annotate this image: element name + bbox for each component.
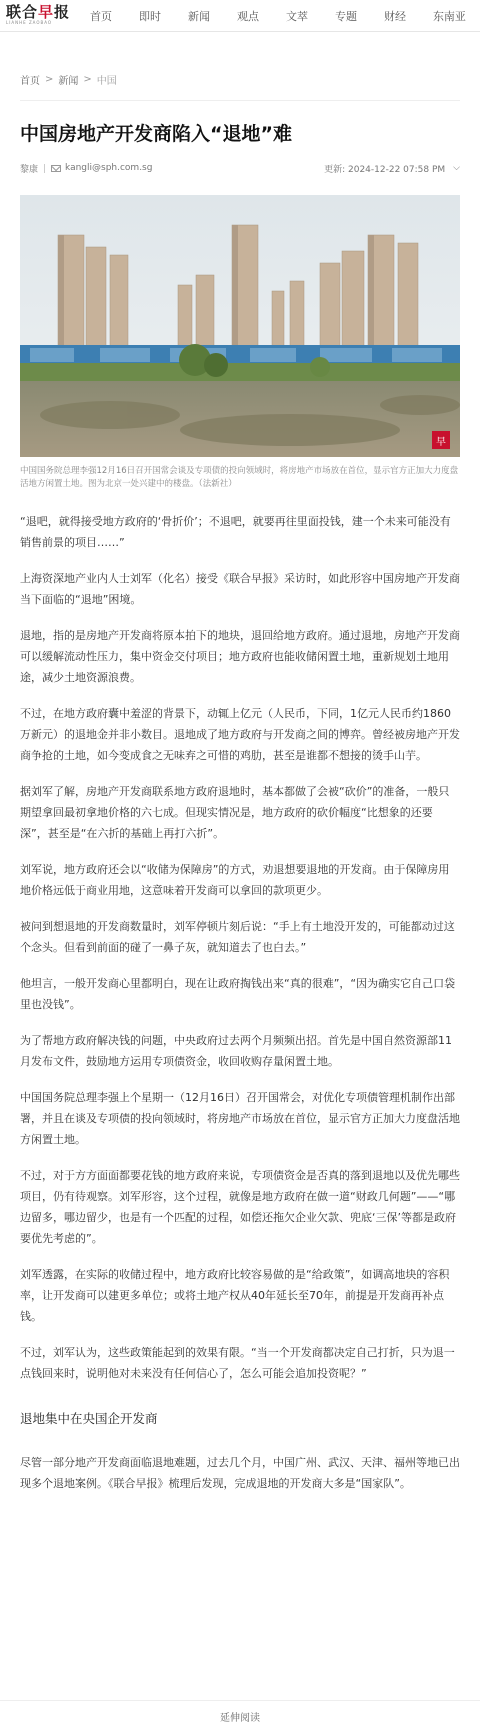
logo-subtext: LIANHE ZAOBAO: [6, 20, 53, 25]
article-image: [20, 195, 460, 457]
article-body: [20, 511, 460, 1384]
nav-opinion[interactable]: 观点: [237, 9, 259, 23]
paragraph: 退地，指的是房地产开发商将原本拍下的地块，退回给地方政府。通过退地，房地产开发商可以缓解流动性压力，集中资金交付项目；地方政府也能收储闲置土地，重新规划土地用途，减少土地资源浪费。: [20, 629, 460, 684]
paragraph: 据刘军了解，房地产开发商联系地方政府退地时，基本都做了会被“砍价”的准备，一般只期望拿回最初拿地价格的六七成。但现实情况是，地方政府的砍价幅度“比想象的还要深”，甚至是“在六折的基础上再打六折”。: [20, 785, 450, 840]
nav-home[interactable]: 首页: [90, 9, 113, 23]
paragraph: 上海资深地产业内人士刘军（化名）接受《联合早报》采访时，如此形容中国房地产开发商当下面临的“退地”困境。: [20, 572, 460, 606]
nav-sea[interactable]: 东南亚: [432, 9, 466, 23]
nav-realtime[interactable]: 即时: [139, 9, 162, 23]
paragraph: “退吧，就得接受地方政府的‘骨折价’；不退吧，就要再往里面投钱，建一个未来可能没有销售前景的项目……”: [20, 515, 451, 549]
article-title: 中国房地产开发商陷入“退地”难: [20, 123, 292, 145]
mail-icon: [51, 165, 61, 172]
breadcrumb-divider: [20, 100, 460, 101]
article-body-continued: [20, 1452, 460, 1494]
paragraph: 中国国务院总理李强上个星期一（12月16日）召开国常会，对优化专项债管理机制作出部署，并且在谈及专项债的投向领域时，将房地产市场放在首位，显示官方正加大力度盘活地方闲置土地。: [20, 1091, 460, 1146]
update-time: 更新: 2024-12-22 07:58 PM: [324, 164, 446, 175]
paragraph: 被问到想退地的开发商数量时，刘军停顿片刻后说：“手上有土地没开发的，可能都动过这个念头。但看到前面的碰了一鼻子灰，就知道去了也白去。”: [20, 920, 455, 954]
breadcrumb-news[interactable]: 新闻: [58, 75, 79, 87]
paragraph: 不过，在地方政府囊中羞涩的背景下，动辄上亿元（人民币，下同，1亿元人民币约1860万新元）的退地金并非小数目。退地成了地方政府与开发商之间的博弈。曾经被房地产开发商争抢的土地，如今变成食之无味弃之可惜的鸡肋，甚至是谁都不想接的烫手山芋。: [20, 707, 460, 762]
nav-special[interactable]: 专题: [334, 9, 357, 23]
chevron-down-icon[interactable]: ⌵: [453, 163, 460, 173]
article-meta: [20, 161, 460, 175]
paragraph: 不过，刘军认为，这些政策能起到的效果有限。“当一个开发商都决定自己打折，只为退一点钱回来时，说明他对未来没有任何信心了，怎么可能会追加投资呢？”: [20, 1346, 455, 1380]
paragraph: 为了帮地方政府解决钱的问题，中央政府过去两个月频频出招。首先是中国自然资源部11月发布文件，鼓励地方运用专项债资金，收回收购存量闲置土地。: [20, 1034, 452, 1068]
top-navbar: [0, 0, 480, 32]
paragraph: 他坦言，一般开发商心里都明白，现在让政府掏钱出来“真的很难”，“因为确实它自己口袋里也没钱”。: [20, 977, 456, 1011]
main-nav: [90, 8, 474, 24]
breadcrumb-current: 中国: [96, 75, 117, 87]
nav-news[interactable]: 新闻: [188, 9, 211, 23]
image-caption: 中国国务院总理李强12月16日召开国常会谈及专项债的投向领域时，将房地产市场放在首位，显示官方正加大力度盘活地方闲置土地。图为北京一处兴建中的楼盘。（法新社）: [20, 466, 459, 489]
section-subheading: 退地集中在央国企开发商: [20, 1411, 158, 1426]
zaobao-badge-icon: 早: [432, 431, 450, 449]
nav-digest[interactable]: 文萃: [285, 9, 308, 23]
nav-finance[interactable]: 财经: [383, 9, 406, 23]
breadcrumb-separator: >: [45, 73, 54, 85]
logo-text: 联合早报: [6, 3, 71, 21]
paragraph: 尽管一部分地产开发商面临退地难题，过去几个月，中国广州、武汉、天津、福州等地已出现多个退地案例。《联合早报》梳理后发现，完成退地的开发商大多是“国家队”。: [20, 1456, 460, 1490]
zaobao-logo[interactable]: [6, 5, 70, 26]
read-more-heading: 延伸阅读: [0, 1700, 480, 1724]
construction-photo: [20, 195, 460, 457]
paragraph: 不过，对于方方面面都要花钱的地方政府来说，专项债资金是否真的落到退地以及优先哪些项目，仍有待观察。刘军形容，这个过程，就像是地方政府在做一道“财政几何题”——“哪边留多，哪边留少，也是有一个匹配的过程，如偿还拖欠企业欠款、兜底‘三保’等都是政府要优先考虑的”。: [20, 1169, 460, 1245]
paragraph: 刘军说，地方政府还会以“收储为保障房”的方式，劝退想要退地的开发商。由于保障房用地价格远低于商业用地，这意味着开发商可以拿回的款项更少。: [20, 863, 450, 897]
paragraph: 刘军透露，在实际的收储过程中，地方政府比较容易做的是“给政策”，如调高地块的容积率，让开发商可以建更多单位；或将土地产权从40年延长至70年，前提是开发商再补点钱。: [20, 1268, 450, 1323]
breadcrumb-home[interactable]: 首页: [20, 75, 40, 87]
author-email[interactable]: kangli@sph.com.sg: [65, 163, 153, 173]
breadcrumb: [0, 72, 480, 86]
meta-divider: [44, 164, 45, 173]
breadcrumb-separator: >: [83, 73, 92, 85]
author-name[interactable]: 黎康: [20, 164, 39, 175]
